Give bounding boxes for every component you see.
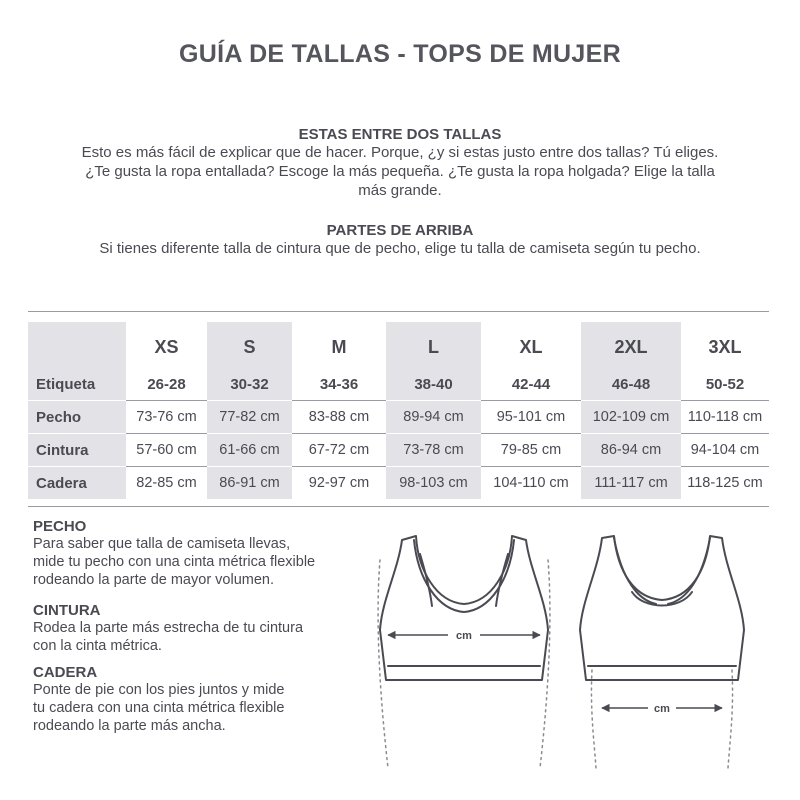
table-row	[28, 401, 769, 434]
table-cell: 111-117 cm	[581, 467, 681, 500]
size-header: 2XL	[581, 322, 681, 368]
size-header: S	[207, 322, 292, 368]
table-row	[28, 434, 769, 467]
table-cell: 73-78 cm	[386, 434, 481, 467]
section-heading: ESTAS ENTRE DOS TALLAS	[298, 126, 502, 143]
table-cell: 89-94 cm	[386, 401, 481, 434]
measure-line: tu cadera con una cinta métrica flexible	[33, 700, 285, 716]
table-top-divider	[28, 311, 769, 312]
measure-hip	[33, 664, 363, 735]
section-line: Esto es más fácil de explicar que de hacer. Porque, ¿y si estas justo entre dos tallas? Tú eliges.	[81, 144, 719, 161]
table-cell: 102-109 cm	[581, 401, 681, 434]
bra-racerback-right	[668, 538, 710, 604]
body-contour-right	[540, 560, 550, 768]
measure-line: Rodea la parte más estrecha de tu cintura	[33, 620, 304, 636]
body-contour-left	[591, 670, 596, 768]
bra-strap-left	[420, 554, 432, 606]
row-label: Cintura	[28, 434, 126, 467]
sports-bra-front-illustration	[374, 530, 554, 770]
table-cell: 57-60 cm	[126, 434, 207, 467]
measure-line: Ponte de pie con los pies juntos y mide	[33, 682, 285, 698]
table-cell: 82-85 cm	[136, 475, 197, 491]
size-header: 3XL	[708, 336, 742, 357]
bra-racerback-left	[614, 538, 656, 604]
measure-line: mide tu pecho con una cinta métrica flexible	[33, 554, 316, 570]
table-cell: 110-118 cm	[681, 401, 769, 434]
measure-line: rodeando la parte de mayor volumen.	[33, 572, 275, 588]
bra-outline	[380, 536, 548, 680]
header-corner	[28, 322, 126, 368]
table-cell: 83-88 cm	[292, 401, 386, 434]
table-cell: 26-28	[126, 368, 207, 401]
table-cell: 98-103 cm	[386, 467, 481, 500]
bra-strap-right	[496, 554, 508, 606]
measure-line: rodeando la parte más ancha.	[33, 718, 226, 734]
size-header: XL	[519, 336, 543, 357]
table-cell: 86-91 cm	[207, 467, 292, 500]
measure-heading: PECHO	[33, 518, 87, 535]
chest-cm-label: cm	[456, 630, 472, 642]
table-row	[28, 368, 769, 401]
measure-line: con la cinta métrica.	[33, 638, 162, 654]
body-contour-right	[728, 670, 733, 768]
table-cell: 73-76 cm	[126, 401, 207, 434]
bra-neckline	[414, 540, 514, 612]
table-cell: 79-85 cm	[481, 434, 581, 467]
bra-outline	[580, 536, 744, 680]
section-line: ¿Te gusta la ropa entallada? Escoge la más pequeña. ¿Te gusta la ropa holgada? Elige la talla	[85, 163, 715, 180]
hip-cm-label: cm	[654, 703, 670, 715]
measure-chest	[33, 518, 363, 589]
row-label: Etiqueta	[28, 368, 126, 401]
table-cell: 94-104 cm	[681, 434, 769, 467]
table-cell: 118-125 cm	[687, 475, 763, 491]
section-heading: PARTES DE ARRIBA	[326, 222, 474, 239]
section-tops	[40, 222, 760, 258]
table-cell: 77-82 cm	[207, 401, 292, 434]
table-cell: 34-36	[292, 368, 386, 401]
body-contour-left	[378, 560, 388, 768]
table-cell: 61-66 cm	[207, 434, 292, 467]
section-between-sizes	[40, 126, 760, 200]
measure-heading: CADERA	[33, 664, 98, 681]
table-cell: 30-32	[207, 368, 292, 401]
size-header: M	[331, 336, 347, 357]
size-header: L	[386, 322, 481, 368]
table-cell: 67-72 cm	[292, 434, 386, 467]
measure-heading: CINTURA	[33, 602, 101, 619]
table-cell: 42-44	[481, 368, 581, 401]
row-label: Pecho	[28, 401, 126, 434]
sports-bra-back-illustration	[572, 530, 752, 770]
table-cell: 86-94 cm	[581, 434, 681, 467]
table-cell: 50-52	[681, 368, 769, 401]
size-header: XS	[154, 336, 179, 357]
measure-waist	[33, 602, 363, 655]
table-cell: 46-48	[581, 368, 681, 401]
measure-line: Para saber que talla de camiseta llevas,	[33, 536, 291, 552]
table-cell: 95-101 cm	[481, 401, 581, 434]
row-label: Cadera	[28, 467, 126, 500]
table-row	[28, 467, 769, 500]
table-cell: 92-97 cm	[308, 475, 370, 491]
table-bottom-divider	[28, 506, 769, 507]
table-cell: 104-110 cm	[493, 475, 569, 491]
table-cell: 38-40	[386, 368, 481, 401]
page-title: GUÍA DE TALLAS - TOPS DE MUJER	[179, 40, 621, 68]
section-line: más grande.	[358, 182, 442, 199]
size-table	[28, 322, 769, 499]
section-line: Si tienes diferente talla de cintura que de pecho, elige tu talla de camiseta según tu pecho.	[99, 240, 701, 257]
size-header-row	[28, 322, 769, 368]
